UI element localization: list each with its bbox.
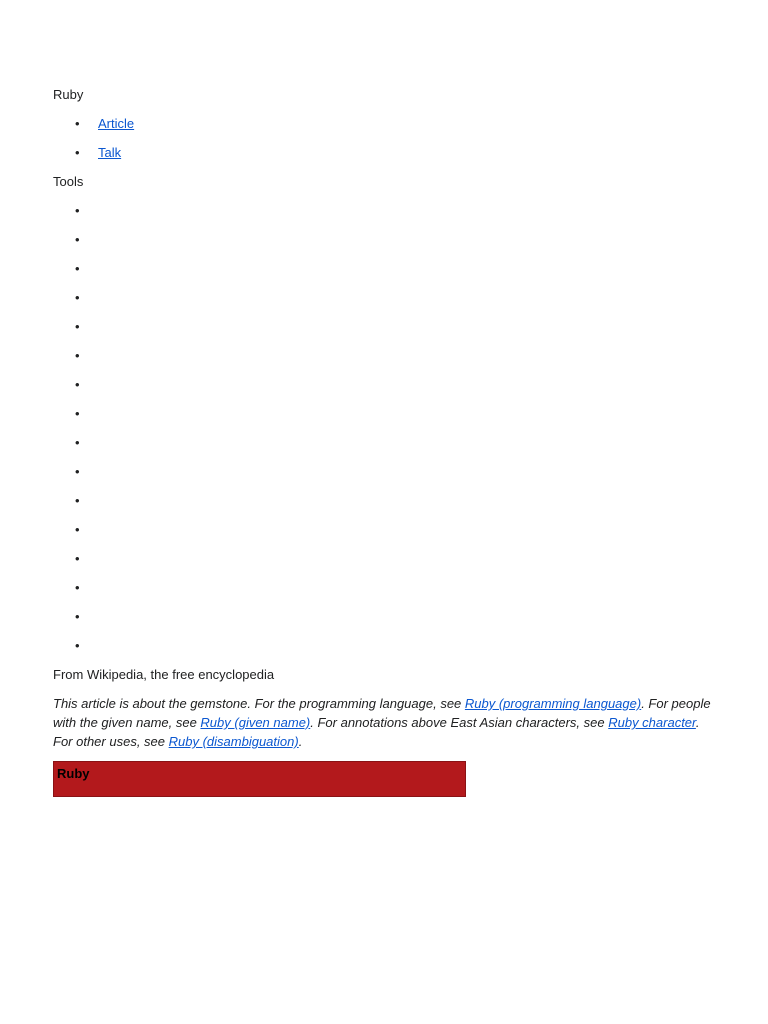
- disambiguation-link[interactable]: Ruby (disambiguation): [168, 734, 299, 749]
- talk-link[interactable]: Talk: [98, 145, 122, 160]
- bullet-icon: •: [75, 203, 80, 218]
- hatnote-text: .: [298, 734, 303, 749]
- tools-list-item[interactable]: [53, 491, 721, 510]
- bullet-icon: •: [75, 232, 80, 247]
- page-title: Ruby: [53, 87, 84, 102]
- tools-list-item[interactable]: [53, 578, 721, 597]
- tools-list: [53, 201, 721, 655]
- namespace-tabs: [53, 114, 721, 162]
- tools-list-item[interactable]: [53, 346, 721, 365]
- tools-list-item[interactable]: [53, 636, 721, 655]
- tools-list-item[interactable]: [53, 549, 721, 568]
- page-content: [53, 85, 721, 797]
- bullet-icon: •: [75, 261, 80, 276]
- bullet-icon: •: [75, 522, 80, 537]
- bullet-icon: •: [75, 319, 80, 334]
- infobox-title: Ruby: [53, 761, 466, 797]
- hatnote-text: . For annotations above East Asian characters, see: [310, 715, 609, 730]
- tools-list-item[interactable]: [53, 404, 721, 423]
- tools-list-item[interactable]: [53, 375, 721, 394]
- tools-list-item[interactable]: [53, 230, 721, 249]
- tools-list-item[interactable]: [53, 259, 721, 278]
- hatnote: [53, 694, 721, 751]
- tab-talk: [53, 143, 721, 162]
- bullet-icon: •: [75, 493, 80, 508]
- programming-language-link[interactable]: Ruby (programming language): [464, 696, 642, 711]
- tools-list-item[interactable]: [53, 201, 721, 220]
- tools-heading: Tools: [53, 174, 84, 189]
- bullet-icon: •: [75, 435, 80, 450]
- tools-list-item[interactable]: [53, 462, 721, 481]
- bullet-icon: •: [75, 609, 80, 624]
- bullet-icon: •: [75, 580, 80, 595]
- hatnote-text: . For people with the given name, see: [53, 696, 711, 730]
- hatnote-text: . For other uses, see: [53, 715, 700, 749]
- tools-list-item[interactable]: [53, 520, 721, 539]
- tools-list-item[interactable]: [53, 317, 721, 336]
- tab-article: [53, 114, 721, 133]
- bullet-icon: •: [75, 638, 80, 653]
- bullet-icon: •: [75, 464, 80, 479]
- bullet-icon: •: [75, 290, 80, 305]
- article-link[interactable]: Article: [98, 116, 135, 131]
- tools-list-item[interactable]: [53, 607, 721, 626]
- site-tagline: From Wikipedia, the free encyclopedia: [53, 667, 275, 682]
- bullet-icon: •: [75, 145, 80, 160]
- bullet-icon: •: [75, 377, 80, 392]
- bullet-icon: •: [75, 116, 80, 131]
- tools-list-item[interactable]: [53, 288, 721, 307]
- bullet-icon: •: [75, 406, 80, 421]
- given-name-link[interactable]: Ruby (given name): [200, 715, 311, 730]
- ruby-character-link[interactable]: Ruby character: [608, 715, 696, 730]
- bullet-icon: •: [75, 551, 80, 566]
- bullet-icon: •: [75, 348, 80, 363]
- tools-list-item[interactable]: [53, 433, 721, 452]
- hatnote-text: This article is about the gemstone. For the programming language, see: [53, 696, 465, 711]
